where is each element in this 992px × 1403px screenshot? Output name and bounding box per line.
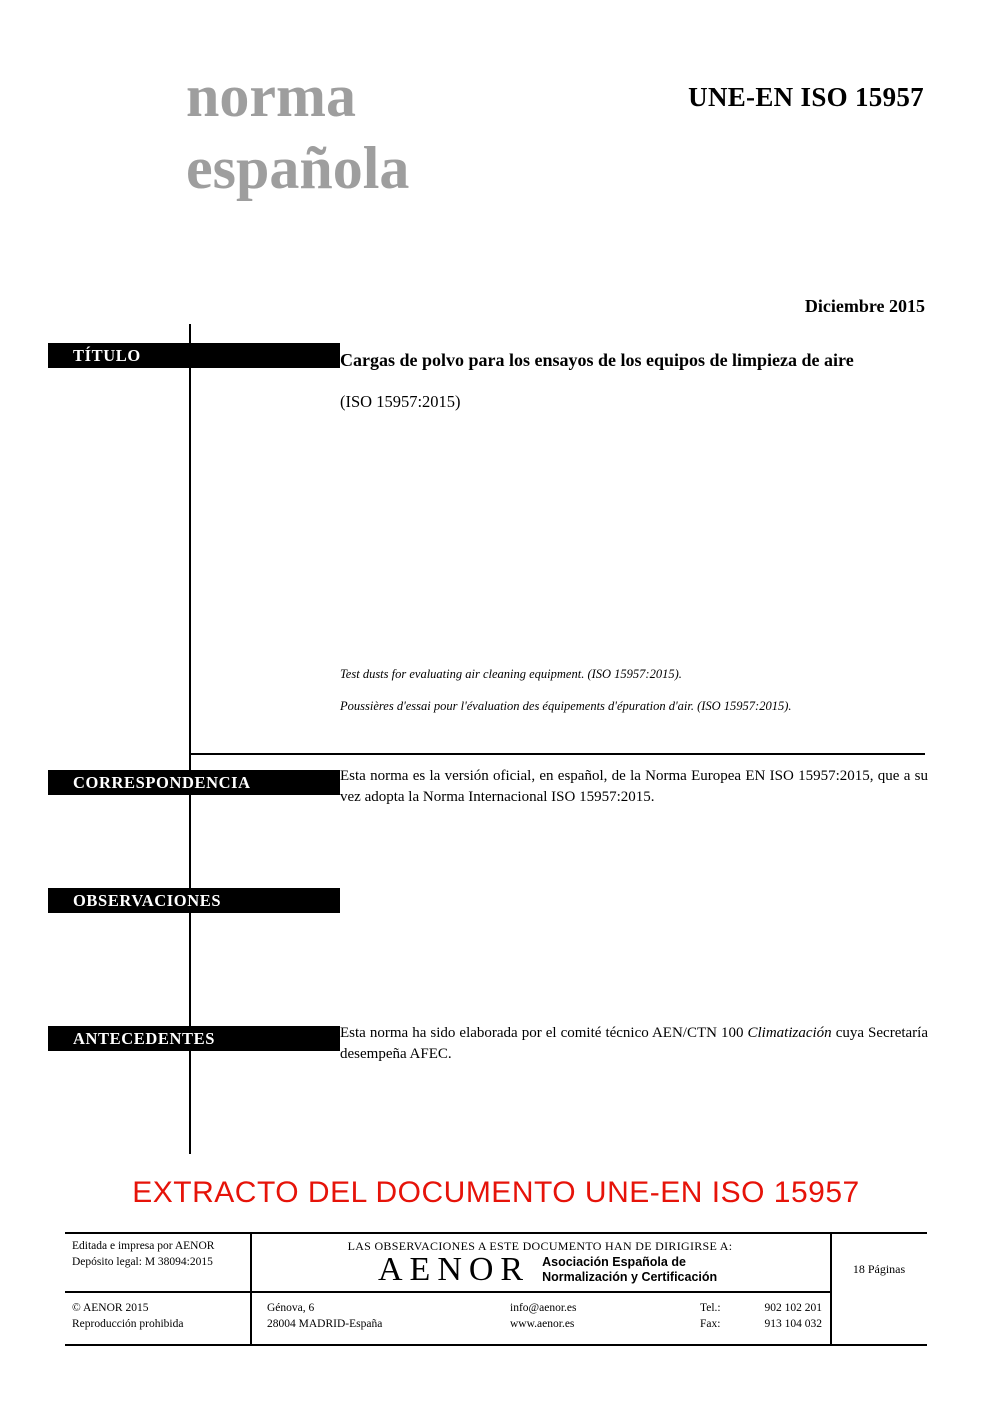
antecedentes-text-before: Esta norma ha sido elaborada por el comité técnico AEN/CTN 100 xyxy=(340,1025,748,1041)
title-block xyxy=(340,346,924,412)
address-block xyxy=(267,1300,382,1332)
aenor-description-line1: Asociación Española de xyxy=(542,1255,686,1269)
norma-espanola-logo xyxy=(186,60,409,204)
title-french: Poussières d'essai pour l'évaluation des équipements d'épuration d'air. (ISO 15957:2015). xyxy=(340,699,792,713)
iso-reference: (ISO 15957:2015) xyxy=(340,392,461,411)
title-english: Test dusts for evaluating air cleaning equipment. (ISO 15957:2015). xyxy=(340,667,682,681)
antecedentes-text xyxy=(340,1023,928,1065)
logo-word-norma: norma xyxy=(186,63,356,129)
antecedentes-text-italic: Climatización xyxy=(747,1025,832,1041)
observations-address-note: LAS OBSERVACIONES A ESTE DOCUMENTO HAN DE DIRIGIRSE A: xyxy=(347,1239,733,1253)
email-line: info@aenor.es xyxy=(510,1302,577,1314)
correspondencia-top-rule xyxy=(189,753,925,755)
tel-label: Tel.: xyxy=(700,1302,721,1314)
aenor-description-line2: Normalización y Certificación xyxy=(542,1270,718,1284)
deposit-line: Depósito legal: M 38094:2015 xyxy=(72,1256,213,1268)
footer-bottom-rule xyxy=(65,1344,927,1346)
correspondencia-label-bar xyxy=(48,770,340,795)
page-count: 18 Páginas xyxy=(852,1262,906,1276)
address-line2: 28004 MADRID-España xyxy=(267,1318,383,1330)
observaciones-label: OBSERVACIONES xyxy=(73,891,222,910)
telfax-block xyxy=(700,1300,822,1332)
correspondencia-label: CORRESPONDENCIA xyxy=(73,773,251,792)
document-code: UNE-EN ISO 15957 xyxy=(688,82,924,112)
correspondencia-text: Esta norma es la versión oficial, en español, de la Norma Europea EN ISO 15957:2015, que a su vez adopta la Norma Internacional ISO 15957:2015. xyxy=(340,768,928,805)
address-line1: Génova, 6 xyxy=(267,1302,315,1314)
fax-row xyxy=(700,1316,822,1332)
aenor-logo-block xyxy=(378,1252,717,1288)
tel-row xyxy=(700,1300,822,1316)
aenor-description xyxy=(542,1255,717,1285)
antecedentes-label: ANTECEDENTES xyxy=(73,1029,215,1048)
tel-value: 902 102 201 xyxy=(764,1302,822,1314)
footer-divider-right xyxy=(830,1232,832,1344)
fax-label: Fax: xyxy=(700,1318,721,1330)
contact-web-block xyxy=(510,1300,576,1332)
copyright-block xyxy=(72,1300,183,1332)
publication-date: Diciembre 2015 xyxy=(804,296,925,316)
antecedentes-label-bar xyxy=(48,1026,340,1051)
reproduction-line: Reproducción prohibida xyxy=(72,1318,184,1330)
copyright-line: © AENOR 2015 xyxy=(72,1302,149,1314)
antecedentes-text-after: cuya Secretaría desempeña AFEC. xyxy=(340,1025,928,1062)
extract-notice: EXTRACTO DEL DOCUMENTO UNE-EN ISO 15957 xyxy=(132,1176,860,1209)
footer-top-rule xyxy=(65,1232,927,1234)
document-title: Cargas de polvo para los ensayos de los equipos de limpieza de aire xyxy=(340,350,854,370)
footer-middle-rule xyxy=(65,1291,830,1293)
footer-imprint xyxy=(72,1238,214,1270)
edited-by-line: Editada e impresa por AENOR xyxy=(72,1240,215,1252)
titulo-label: TÍTULO xyxy=(73,346,141,365)
website-line: www.aenor.es xyxy=(510,1318,575,1330)
aenor-logo: AENOR xyxy=(378,1251,531,1288)
titulo-label-bar xyxy=(48,343,340,368)
logo-word-espanola: española xyxy=(186,135,410,201)
fax-value: 913 104 032 xyxy=(764,1318,822,1330)
observaciones-label-bar xyxy=(48,888,340,913)
